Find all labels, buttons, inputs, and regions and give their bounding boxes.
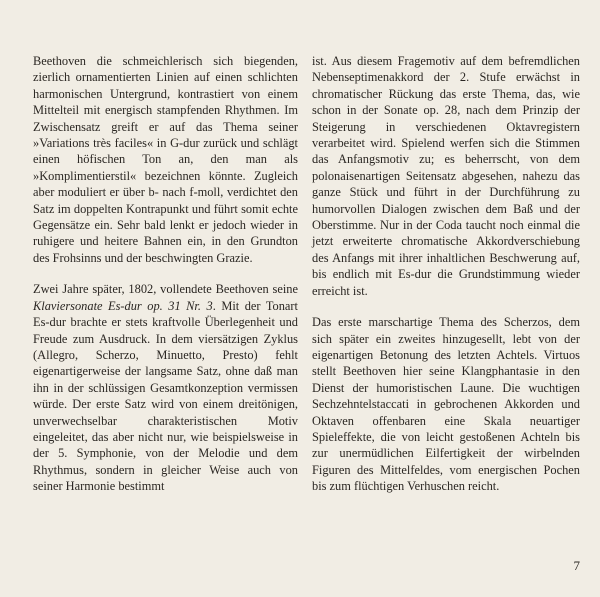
sonata-description: . Mit der Tonart Es-dur brachte er stets kraftvolle Überlegenheit und Freude zum Ausdruck. In dem viersätzigen Zyklus (Allegro, Scherzo, Minuetto, Presto) fehlt eigenartigerweise der langsame Satz, ohne daß man ihn in der schlüssigen Gesamtkonzeption vermissen würde. Der erste Satz wird von einem dreitönigen, unverwechselbar charakteristischen Motiv eingeleitet, das aber nicht nur, wie beispielsweise in der 5. Symphonie, von der Melodie und dem Rhythmus, sondern in gleicher Weise auch von seiner Harmonie bestimmt [33, 298, 298, 494]
sonata-intro-text: Zwei Jahre später, 1802, vollendete Beethoven seine [33, 282, 298, 297]
right-paragraph-2: Das erste marschartige Thema des Scherzos, dem sich später ein zweites hinzugesellt, lebt von der eigenartigen Betonung des letzten Achtels. Virtuos stellt Beethoven hier seine Klangphantasie in den Dienst der humoristischen Laune. Die wuchtigen Sechzehntelstaccati in gebrochenen Akkorden und Oktaven offenbaren eine Skala neuartiger Spieleffekte, die von leicht gestoßenen Achteln bis zur unermüdlichen Eilfertigkeit der wirbelnden Figuren des Mittelfeldes, vom energischen Pochen bis zum flüchtigen Verhuschen reicht. [312, 315, 580, 494]
sonata-title: Klaviersonate Es-dur op. 31 Nr. 3 [33, 298, 213, 313]
left-paragraph-1: Beethoven die schmeichlerisch sich biegenden, zierlich ornamentierten Linien auf einen schlichten harmonischen Untergrund, kontrastiert von einem Mittelteil mit energisch stampfenden Rhythmen. Im Zwischensatz greift er auf das Thema seiner »Variations très faciles« in G-dur zurück und schlägt einen höfischen Ton an, den man als »Komplimentierstil« bezeichnen könnte. Zugleich aber moduliert er über b- nach f-moll, verdichtet den Satz im doppelten Kontrapunkt und führt somit echte Gegensätze ein. Sehr bald lenkt er jedoch wieder in ruhigere und heitere Bahnen ein, in den Grundton des Frohsinns und der beschwingten Grazie. [33, 54, 298, 265]
page-number: 7 [573, 558, 580, 573]
left-paragraph-2 [33, 281, 298, 494]
right-column [312, 53, 580, 510]
left-column [33, 53, 298, 510]
right-paragraph-1: ist. Aus diesem Fragemotiv auf dem befremdlichen Nebenseptimenakkord der 2. Stufe erwächst in chromatischer Rückung das erste Thema, das, wie schon in der Sonate op. 28, nach dem Prinzip der Steigerung in verschiedenen Oktavregistern verarbeitet wird. Spielend werfen sich die Stimmen das Anfangsmotiv zu; es beherrscht, von dem polonaisenartigen Seitensatz abgesehen, nahezu das ganze Stück und führt in der Durchführung zu humorvollen Dialogen zwischen dem Baß und der Oberstimme. Nur in der Coda taucht noch einmal die jetzt erweiterte chromatische Akkordverschiebung des Anfangs mit ihrer inhaltlichen Beschwerung auf, bis endlich mit Es-dur die Grundstimmung wieder erreicht ist. [312, 54, 580, 298]
